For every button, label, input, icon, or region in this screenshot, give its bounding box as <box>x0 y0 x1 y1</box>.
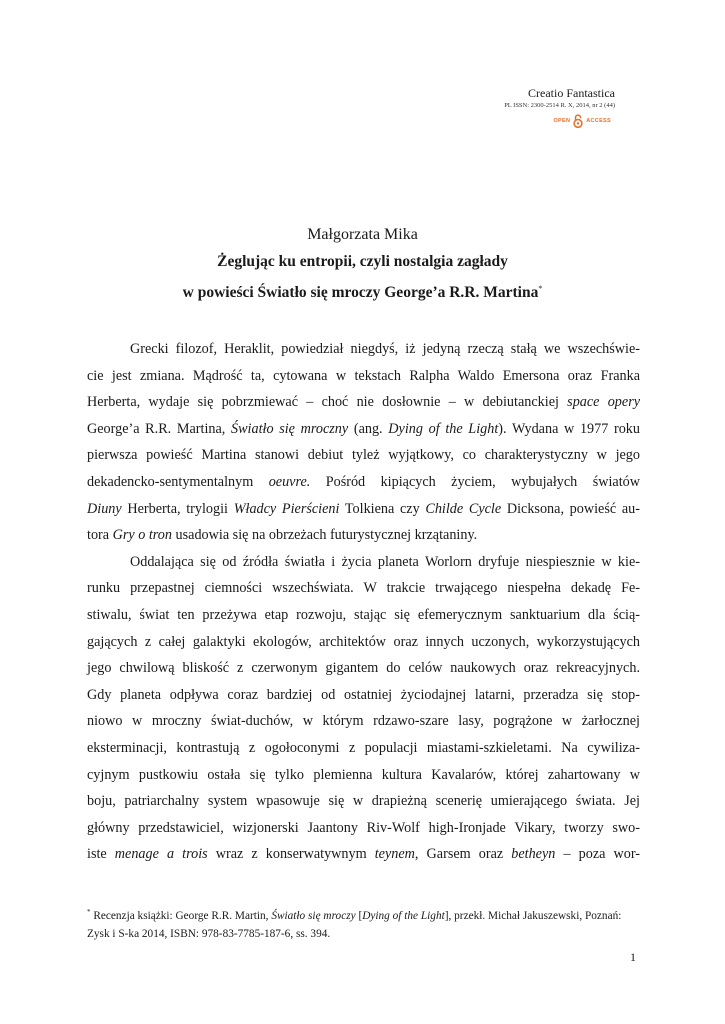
footnote-reference-mark: * <box>538 284 543 293</box>
italic-run: Dying of the Light <box>388 420 499 437</box>
body-line <box>87 629 640 656</box>
italic-run: betheyn <box>511 846 556 863</box>
text-run: Gdy planeta odpływa coraz bardziej od ostatniej życiodajnej latarni, przeradza się stop- <box>87 686 640 703</box>
text-run: , Garsem oraz <box>414 846 512 863</box>
text-run: George’a R.R. Martina, <box>87 420 231 437</box>
page-number: 1 <box>630 950 636 964</box>
body-line <box>87 522 640 549</box>
footnote <box>87 903 640 943</box>
text-run: jego chwilową bliskość z czerwonym gigantem do celów naukowych oraz rekreacyjnych. <box>87 660 640 677</box>
footnote-italic-run: Światło się mroczy <box>271 909 356 922</box>
text-run: eksterminacji, kontrastują z ogołoconymi z populacji miastami-szkieletami. Na cywiliza- <box>87 739 640 756</box>
footnote-text-run: Recenzja książki: George R.R. Martin, <box>90 909 272 922</box>
body-line <box>87 336 640 363</box>
body-line <box>87 575 640 602</box>
text-run: – poza wor- <box>555 846 640 863</box>
italic-run: teynem <box>374 846 415 863</box>
body-line <box>87 815 640 842</box>
text-run: gających z całej galaktyki ekologów, architektów oraz innych uczonych, wykorzystujących <box>87 633 640 650</box>
open-access-open-text: OPEN <box>553 118 571 124</box>
italic-run: Childe Cycle <box>425 500 502 517</box>
text-run: Oddalająca się od źródła światła i życia planeta Worlorn dryfuje niespiesznie w kie- <box>130 553 640 570</box>
body-line <box>87 363 640 390</box>
text-run: cie jest zmiana. Mądrość ta, cytowana w tekstach Ralpha Waldo Emersona oraz Franka <box>87 367 640 384</box>
body-line <box>87 469 640 496</box>
open-access-access-text: ACCESS <box>586 118 611 124</box>
italic-run: Gry o tron <box>112 527 172 544</box>
footnote-mark: * <box>87 908 91 916</box>
body-line <box>87 682 640 709</box>
body-line <box>87 841 640 868</box>
open-access-logo <box>504 114 611 128</box>
text-run: tora <box>87 527 113 544</box>
article-title-line-1: Żeglując ku entropii, czyli nostalgia zagłady <box>217 253 508 270</box>
body-line <box>87 708 640 735</box>
body-line <box>87 389 640 416</box>
article-title-line-2 <box>0 275 725 306</box>
italic-run: menage a trois <box>114 846 208 863</box>
author-name: Małgorzata Mika <box>307 226 418 243</box>
text-run: Grecki filozof, Heraklit, powiedział niegdyś, iż jedyną rzeczą stałą we wszechświe- <box>130 341 640 357</box>
text-run: stiwalu, świat ten przeżywa etap rozwoju, stając się efemerycznym sanktuarium dla ścią- <box>87 606 640 623</box>
text-run: ). Wydana w 1977 roku <box>498 420 640 437</box>
text-run: Pośród kipiących życiem, wybujałych światów <box>310 473 640 490</box>
title-block <box>0 222 725 306</box>
footnote-text-run: ], przekł. Michał Jakuszewski, Poznań: Zysk i S-ka 2014, ISBN: 978-83-7785-187-6, ss. 394. <box>87 909 622 940</box>
article-title-line-2-text: w powieści Światło się mroczy George’a R.R. Martina <box>182 284 539 302</box>
text-run: wraz z konserwatywnym <box>207 846 375 863</box>
journal-header <box>504 85 615 128</box>
open-access-lock-icon <box>573 114 583 128</box>
body-line <box>87 549 640 576</box>
body-line <box>87 442 640 469</box>
italic-run: Światło się mroczny <box>230 420 349 437</box>
text-run: Dicksona, powieść au- <box>501 500 640 517</box>
body-line <box>87 602 640 629</box>
text-run: niowo w mroczny świat-duchów, w którym rdzawo-szare lasy, pogrążone w żarłocznej <box>87 713 640 730</box>
footnote-italic-run: Dying of the Light <box>362 909 445 922</box>
body-line <box>87 655 640 682</box>
italic-run: space opery <box>567 394 641 411</box>
text-run: Herberta, trylogii <box>121 500 234 517</box>
text-run: (ang. <box>348 420 389 437</box>
text-run: runku przepastnej ciemności wszechświata. W trakcie trwającego niespełna dekadę Fe- <box>87 580 640 597</box>
italic-run: oeuvre. <box>268 473 311 490</box>
body-line <box>87 788 640 815</box>
footnote-text-run: [ <box>355 909 363 922</box>
text-run: Herberta, wydaje się pobrzmiewać – choć nie dosłownie – w debiutanckiej <box>87 394 568 411</box>
text-run: boju, patriarchalny system wpasowuje się w drapieżną scenerię umierającego świata. Jej <box>87 793 640 810</box>
italic-run: Władcy Pierścieni <box>233 500 340 517</box>
body-line <box>87 762 640 789</box>
body-line <box>87 496 640 523</box>
body-line <box>87 735 640 762</box>
journal-issn: PL ISSN: 2300-2514 R. X, 2014, nr 2 (44) <box>504 102 615 109</box>
text-run: główny przedstawiciel, wizjonerski Jaantony Riv-Wolf high-Ironjade Vikary, tworzy swo- <box>87 819 640 836</box>
article-body <box>87 336 640 868</box>
italic-run: Diuny <box>87 500 122 517</box>
text-run: usadowia się na obrzeżach futurystycznej krzątaniny. <box>172 527 478 544</box>
text-run: dekadencko-sentymentalnym <box>87 473 269 490</box>
journal-title: Creatio Fantastica <box>528 86 615 100</box>
text-run: Tolkiena czy <box>339 500 426 517</box>
body-line <box>87 416 640 443</box>
text-run: cyjnym pustkowiu ostała się tylko plemienna kultura Kavalarów, której zahartowany w <box>87 766 640 783</box>
text-run: pierwsza powieść Martina stanowi debiut tyleż wyjątkowy, co charakterystyczny w jego <box>87 447 640 464</box>
text-run: iste <box>87 846 115 863</box>
